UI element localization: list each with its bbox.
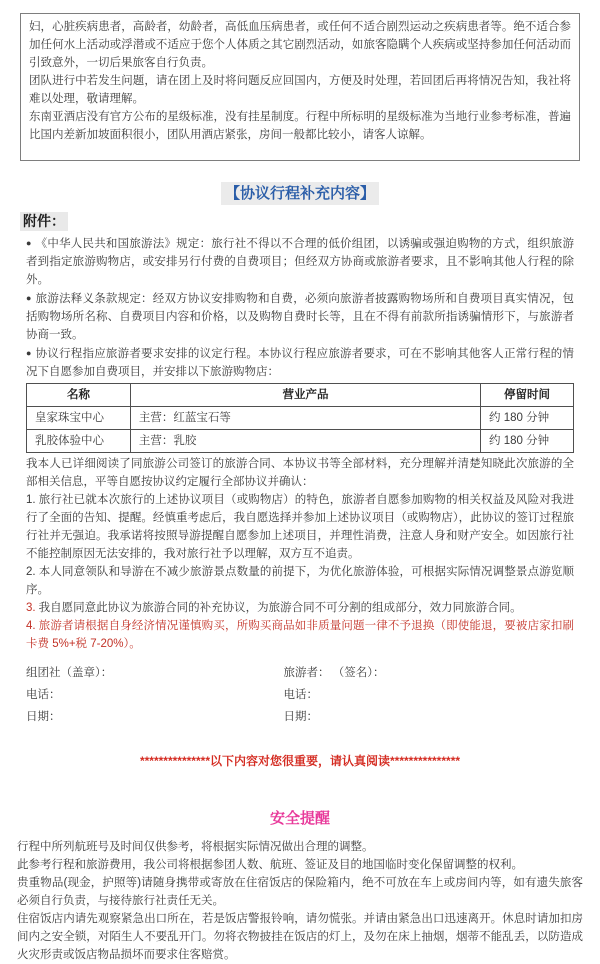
- bullet-item: [26, 344, 574, 381]
- bullet-list: [26, 234, 574, 381]
- signature-line: 日期：: [26, 711, 61, 723]
- attachment-label: 附件：: [20, 212, 68, 231]
- agreement-item: [26, 617, 574, 653]
- bullet-text: 协议行程指应旅游者要求安排的议定行程。本协议行程应旅游者要求，可在不影响其他客人正常行程的情况下自愿参加自费项目，并安排以下旅游购物店：: [26, 348, 575, 378]
- signature-line: 旅游者： （签名）：: [283, 667, 385, 679]
- bullet-item: [26, 234, 574, 289]
- notice-paragraph: 妇，心脏疾病患者，高龄者，幼龄者，高低血压病患者，或任何不适合剧烈运动之疾病患者等。绝不适合参加任何水上活动或浮潜或不适应于您个人体质之其它剧烈活动，如旅客隐瞒个人疾病或坚持参加任何活动而引致意外，一切后果旅客自行负责。: [29, 21, 571, 69]
- bullet-text: 旅游法释义条款规定：经双方协议安排购物和自费，必须向旅游者披露购物场所和自费项目真实情况，包括购物场所名称、自费项目内容和价格，以及购物自费时长等，且在不得有前款所指诱骗情形下，与旅游者协商一致。: [26, 293, 575, 341]
- signature-line: 日期：: [283, 711, 319, 723]
- table-header-time: 停留时间: [481, 384, 574, 407]
- item-text: 我自愿同意此协议为旅游合同的补充协议，为旅游合同不可分割的组成部分，效力同旅游合同。: [38, 602, 522, 614]
- safety-paragraph: 住宿饭店内请先观察紧急出口所在，若是饭店警报铃响，请勿慌张。并请由紧急出口迅速离开。休息时请加扣房间内之安全锁，对陌生人不要乱开门。勿将衣物披挂在饭店的灯上，及勿在床上抽烟，烟蒂不能乱丢，以防造成火灾形责或饭店物品损坏而要求住客赔赏。: [17, 913, 583, 961]
- table-row: [27, 407, 574, 430]
- signature-left-column: [26, 662, 284, 728]
- table-row: [27, 430, 574, 453]
- signature-line: 电话：: [26, 689, 61, 701]
- safety-paragraph: 此参考行程和旅游费用，我公司将根据参团人数、航班、签证及目的地国临时变化保留调整的权利。: [17, 859, 523, 871]
- signature-line: 电话：: [283, 689, 319, 701]
- item-number: 4.: [26, 620, 36, 632]
- store-name-cell: 皇家珠宝中心: [27, 407, 131, 430]
- safety-title: 安全提醒: [269, 810, 330, 827]
- shopping-stores-table: [26, 383, 574, 453]
- bullet-icon: ●: [26, 348, 32, 358]
- confirmation-intro: 我本人已详细阅读了同旅游公司签订的旅游合同、本协议书等全部材料，充分理解并清楚知晓此次旅游的全部相关信息，平等自愿按协议约定履行全部协议并确认：: [26, 458, 574, 488]
- bullet-icon: ●: [26, 238, 32, 248]
- store-time-cell: 约 180 分钟: [481, 407, 574, 430]
- bullet-icon: ●: [26, 293, 32, 303]
- signature-right-column: [284, 662, 574, 728]
- agreement-item: [26, 491, 574, 563]
- section-title-row: [0, 182, 600, 205]
- item-number: 1.: [26, 494, 36, 506]
- important-notice: ***************以下内容对您很重要，请认真阅读***************: [139, 754, 461, 768]
- store-product-cell: 主营：红蓝宝石等: [130, 407, 480, 430]
- section-title: 【协议行程补充内容】: [221, 182, 379, 205]
- agreement-body: [0, 234, 600, 770]
- item-text: 本人同意领队和导游在不减少旅游景点数量的前提下，为优化旅游体验，可根据实际情况调整景点游览顺序。: [26, 566, 574, 596]
- store-time-cell: 约 180 分钟: [481, 430, 574, 453]
- signature-section: [26, 662, 574, 728]
- table-body: [27, 407, 574, 453]
- bullet-item: [26, 289, 574, 344]
- table-header: [27, 384, 574, 407]
- bullet-text: 《中华人民共和国旅游法》规定：旅行社不得以不合理的低价组团，以诱骗或强迫购物的方式，组织旅游者到指定旅游购物店，或安排另行付费的自费项目；但经双方协商或旅游者要求，且不影响其他人行程的除外。: [26, 238, 575, 286]
- notice-paragraph: 东南亚酒店没有官方公布的星级标准，没有挂星制度。行程中所标明的星级标准为当地行业参考标准，普遍比国内差新加坡面积很小，团队用酒店紧张，房间一般都比较小，请客人谅解。: [29, 111, 571, 141]
- item-number: 3.: [26, 602, 36, 614]
- safety-paragraphs: [0, 838, 600, 964]
- safety-paragraph: 贵重物品(现金，护照等)请随身携带或寄放在住宿饭店的保险箱内，绝不可放在车上或房间内等，如有遗失旅客必须自行负责，与接待旅行社责任无关。: [17, 877, 583, 907]
- attachment-heading-row: [0, 212, 600, 232]
- safety-paragraph: 行程中所列航班号及时间仅供参考，将根据实际情况做出合理的调整。: [17, 841, 374, 853]
- item-number: 2.: [26, 566, 36, 578]
- item-text: 旅游者请根据自身经济情况谨慎购买，所购买商品如非质量问题一律不予退换（即使能退，要被店家扣刷卡费 5%+税 7-20%）。: [26, 620, 574, 650]
- table-header-name: 名称: [27, 384, 131, 407]
- store-product-cell: 主营：乳胶: [130, 430, 480, 453]
- agreement-item: [26, 563, 574, 599]
- health-notice-box: [20, 13, 580, 161]
- item-text: 旅行社已就本次旅行的上述协议项目（或购物店）的特色，旅游者自愿参加购物的相关权益及风险对我进行了全面的告知、提醒。经慎重考虑后，我自愿选择并参加上述协议项目（或购物店），此协议的签订过程旅行社并无强迫。我承诺将按照导游提醒自愿参加上述项目，并理性消费，注意人身和财产安全。如因旅行社不能控制原因无法安排的，我对旅行社予以理解，双方互不追责。: [26, 494, 574, 560]
- store-name-cell: 乳胶体验中心: [27, 430, 131, 453]
- notice-paragraph: 团队进行中若发生问题，请在团上及时将问题反应回国内，方便及时处理，若回团后再将情况告知，我社将难以处理，敬请理解。: [29, 75, 571, 105]
- agreement-items-list: [26, 491, 574, 653]
- table-header-product: 营业产品: [130, 384, 480, 407]
- agreement-item: [26, 599, 574, 617]
- signature-line: 组团社（盖章）：: [26, 667, 113, 679]
